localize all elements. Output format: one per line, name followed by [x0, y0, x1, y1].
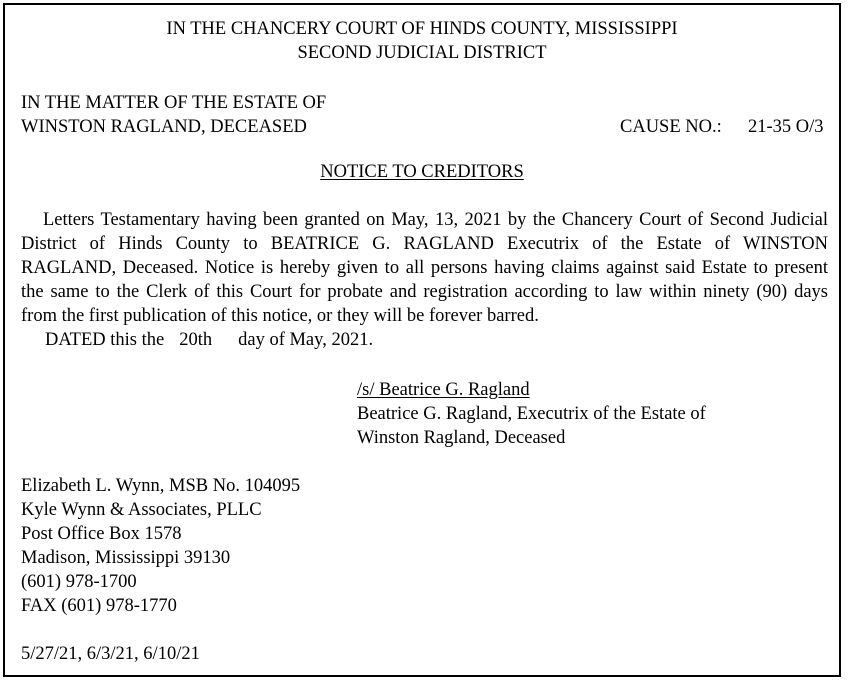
court-heading-line2: SECOND JUDICIAL DISTRICT	[297, 43, 547, 63]
matter-line2: WINSTON RAGLAND, DECEASED	[21, 117, 307, 137]
signature-line1: Beatrice G. Ragland, Executrix of the Estate of	[357, 404, 706, 424]
dated-day: 20th	[179, 330, 213, 350]
attorney-fax: FAX (601) 978-1770	[21, 596, 177, 616]
legal-notice	[3, 3, 841, 677]
attorney-firm: Kyle Wynn & Associates, PLLC	[21, 500, 262, 520]
dated-line	[45, 328, 373, 352]
notice-title: NOTICE TO CREDITORS	[320, 162, 524, 182]
cause-label: CAUSE NO.:	[620, 117, 722, 137]
dated-prefix: DATED this the	[45, 330, 165, 350]
signature-line2: Winston Ragland, Deceased	[357, 428, 566, 448]
attorney-po-box: Post Office Box 1578	[21, 524, 182, 544]
matter-line1: IN THE MATTER OF THE ESTATE OF	[21, 93, 327, 113]
dated-suffix: day of May, 2021.	[238, 330, 374, 350]
body-line: District of Hinds County to BEATRICE G. RAGLAND Executrix of the Estate of WINSTON	[21, 234, 828, 254]
court-heading-line1: IN THE CHANCERY COURT OF HINDS COUNTY, MISSISSIPPI	[166, 19, 678, 39]
body-line: RAGLAND, Deceased. Notice is hereby given to all persons having claims against said Estate to present	[21, 258, 828, 278]
body-line: the same to the Clerk of this Court for probate and registration according to law within ninety (90) days	[21, 282, 828, 302]
attorney-name: Elizabeth L. Wynn, MSB No. 104095	[21, 476, 301, 496]
body-line: from the first publication of this notice, or they will be forever barred.	[21, 306, 539, 326]
publication-dates: 5/27/21, 6/3/21, 6/10/21	[21, 644, 200, 664]
cause-number: 21-35 O/3	[748, 117, 824, 137]
notice-body	[21, 208, 828, 328]
signature-signed: /s/ Beatrice G. Ragland	[357, 380, 530, 400]
body-line: Letters Testamentary having been granted on May, 13, 2021 by the Chancery Court of Second Judicial	[43, 210, 828, 230]
attorney-phone: (601) 978-1700	[21, 572, 137, 592]
attorney-city: Madison, Mississippi 39130	[21, 548, 231, 568]
